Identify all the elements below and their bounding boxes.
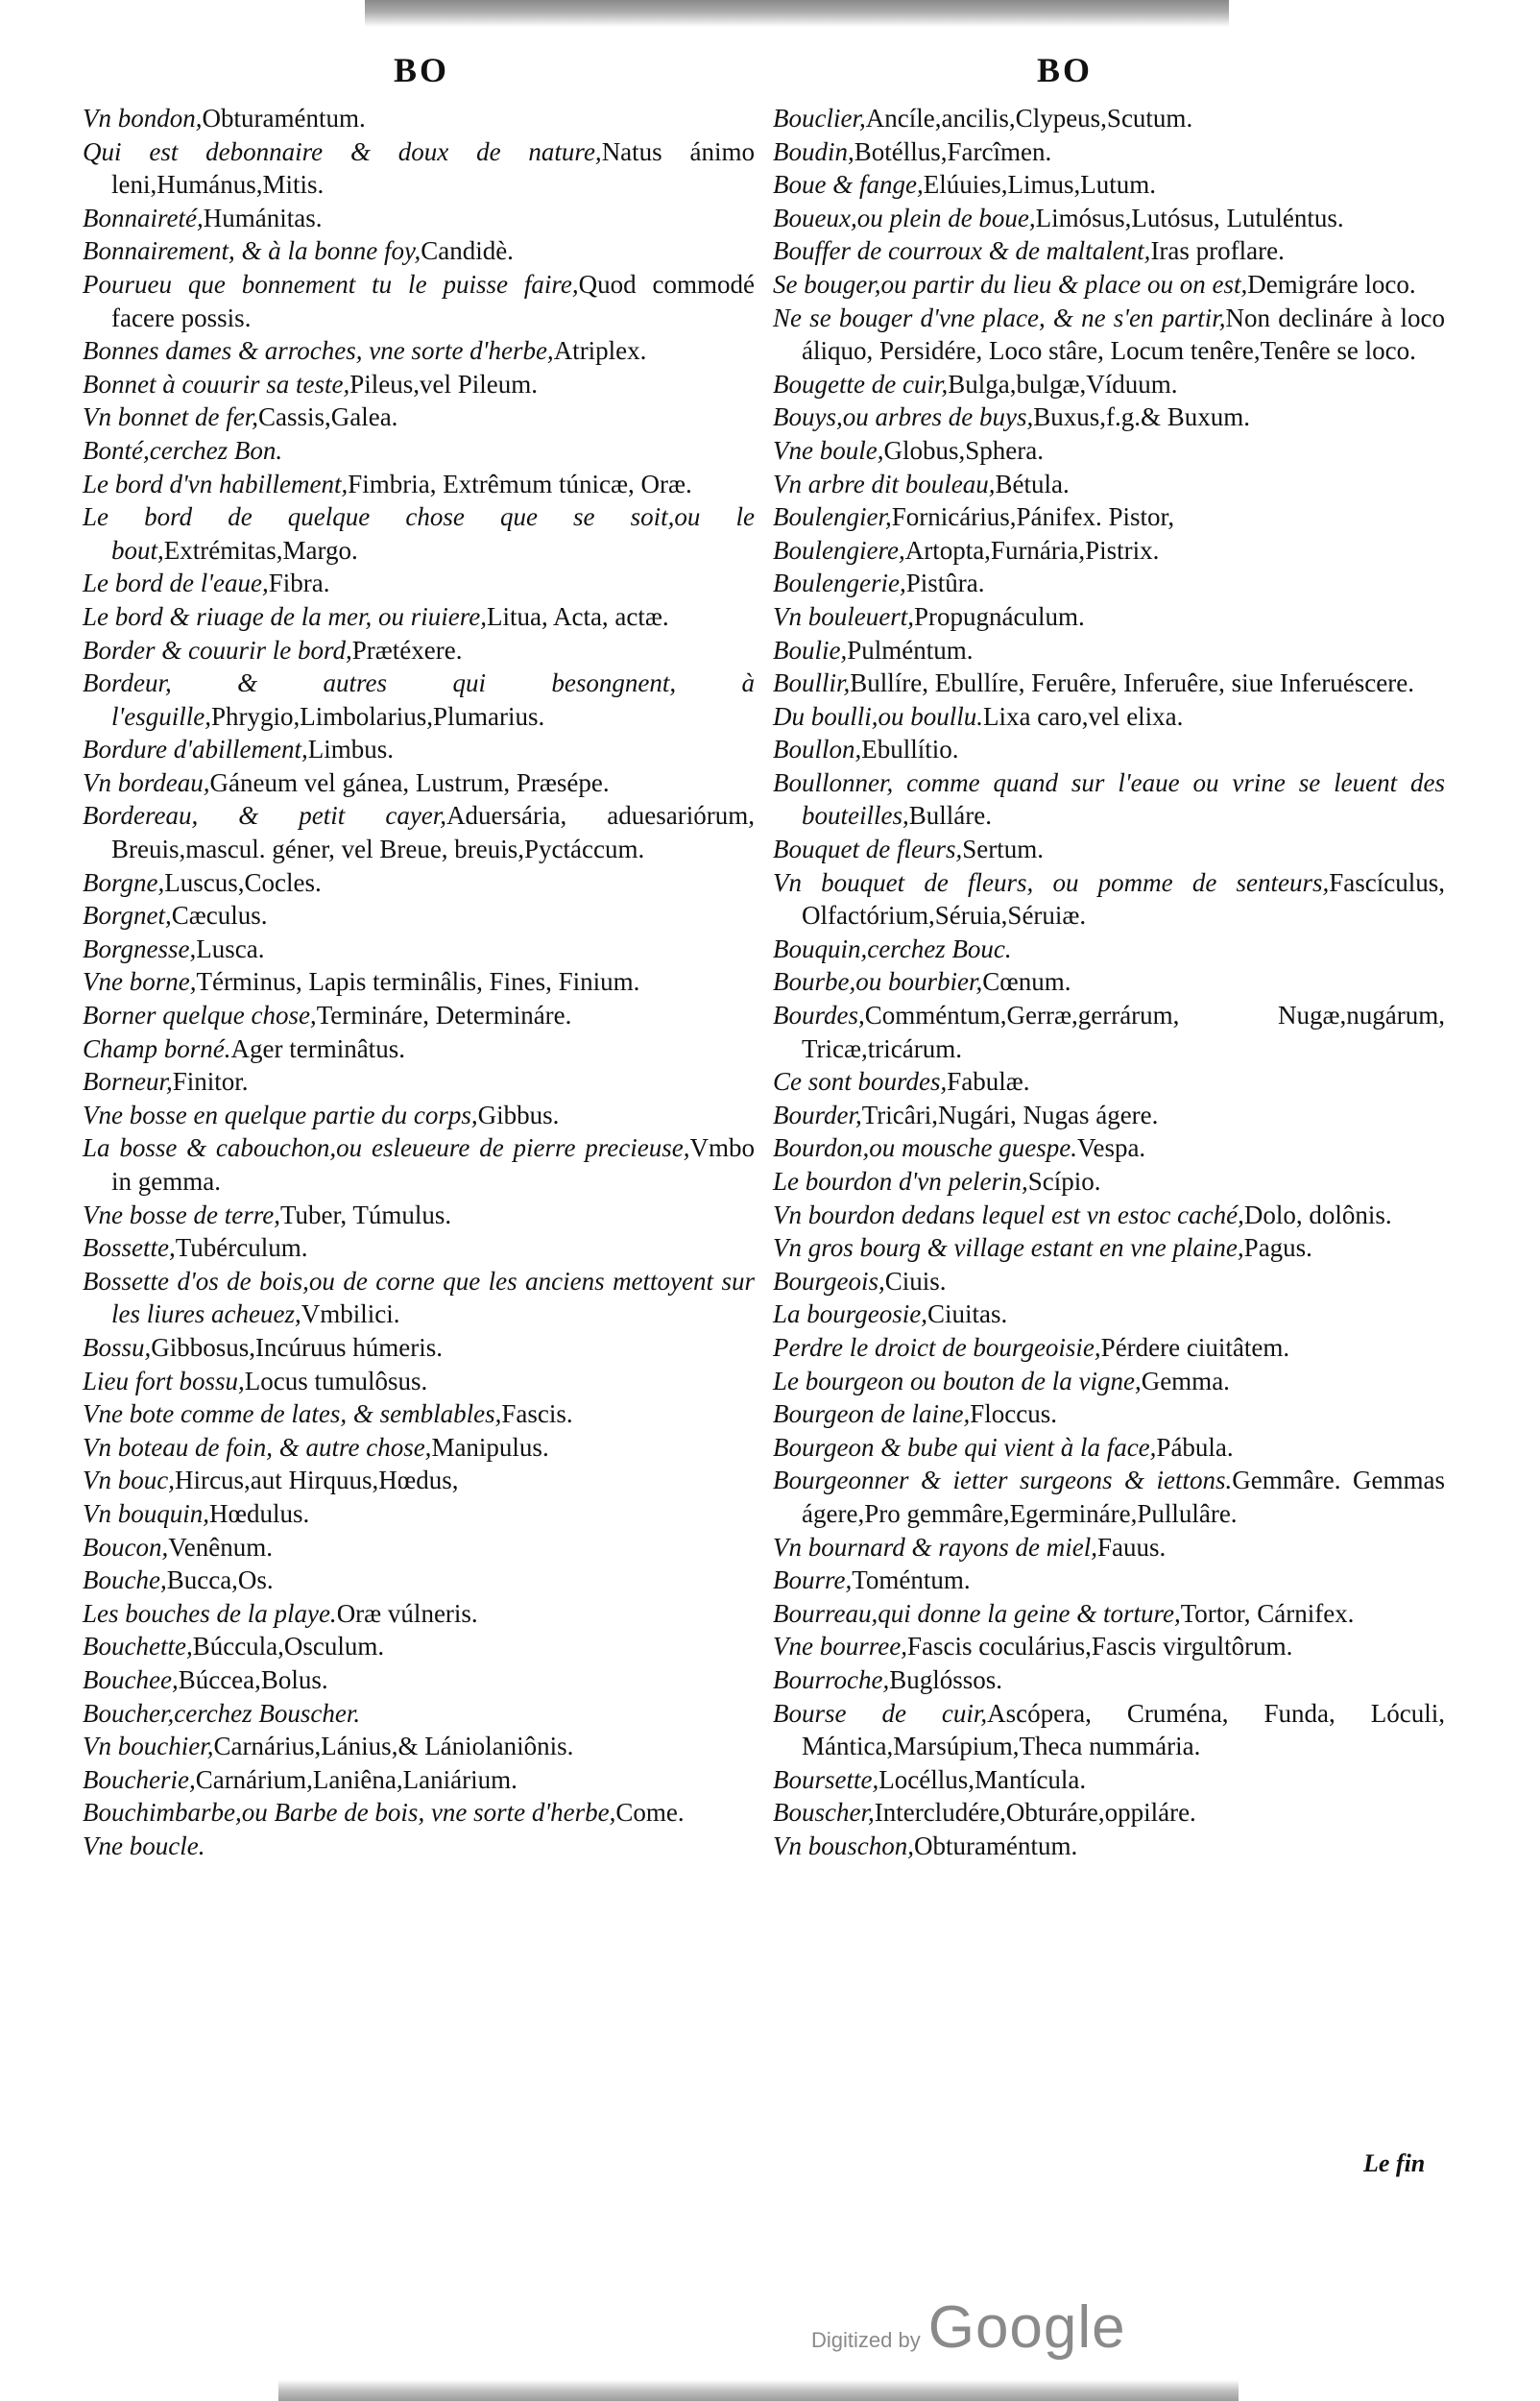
dictionary-entry <box>83 866 755 900</box>
dictionary-entry <box>773 1298 1445 1331</box>
entry-headword: Vn bouquin, <box>83 1498 209 1528</box>
dictionary-entry <box>83 1697 755 1731</box>
dictionary-entry <box>83 965 755 999</box>
entry-headword: Vne bourree, <box>773 1632 907 1661</box>
entry-translation: Quod commodé facere possis. <box>111 269 755 332</box>
entry-headword: Vn bouleuert, <box>773 601 914 631</box>
entry-headword: Bouffer de courroux & de maltalent, <box>773 236 1151 266</box>
entry-translation: Tricâri,Nugári, Nugas ágere. <box>861 1100 1159 1129</box>
dictionary-column-left <box>83 102 755 1862</box>
entry-translation: Candidè. <box>421 236 514 266</box>
entry-headword: Border & couurir le bord, <box>83 635 352 665</box>
entry-headword: Le bourgeon ou bouton de la vigne, <box>773 1366 1142 1395</box>
dictionary-entry <box>83 468 755 501</box>
entry-headword: Boullonner, comme quand sur l'eaue ou vrine se leuent des bouteilles, <box>773 767 1445 831</box>
entry-translation: Pistûra. <box>905 569 985 598</box>
dictionary-entry <box>83 1331 755 1365</box>
dictionary-entry <box>773 168 1445 202</box>
entry-translation: Gáneum vel gánea, Lustrum, Præsépe. <box>209 767 610 797</box>
entry-translation: Floccus. <box>970 1399 1057 1429</box>
entry-headword: Boulie, <box>773 635 848 665</box>
entry-translation: Iras proflare. <box>1150 236 1285 266</box>
dictionary-column-right <box>773 102 1445 1862</box>
entry-headword: Vne borne, <box>83 967 197 997</box>
dictionary-entry <box>773 302 1445 368</box>
entry-headword: Bourgeon de laine, <box>773 1399 971 1429</box>
entry-headword: Boulengerie, <box>773 569 906 598</box>
entry-translation: Vmbo in gemma. <box>111 1133 755 1196</box>
dictionary-entry <box>773 102 1445 135</box>
dictionary-entry <box>83 1630 755 1663</box>
entry-translation: Ascópera, Cruména, Funda, Lóculi, Mántica,Marsúpium,Theca nummária. <box>802 1698 1445 1761</box>
entry-headword: Vne boucle. <box>83 1831 205 1860</box>
dictionary-entry <box>83 1763 755 1797</box>
dictionary-entry <box>83 1397 755 1431</box>
entry-headword: Boulengier, <box>773 502 892 532</box>
entry-headword: Le bord de l'eaue, <box>83 569 269 598</box>
dictionary-entry <box>773 202 1445 235</box>
entry-translation: Pagus. <box>1243 1233 1312 1263</box>
dictionary-entry <box>83 1531 755 1564</box>
entry-headword: Bouclier, <box>773 104 866 133</box>
entry-headword: Bourdes, <box>773 1001 865 1031</box>
entry-translation: Toméntum. <box>852 1565 971 1595</box>
entry-headword: Pourueu que bonnement tu le puisse faire, <box>83 269 579 299</box>
dictionary-entry <box>83 766 755 800</box>
dictionary-entry <box>773 1265 1445 1298</box>
entry-headword: Ne se bouger d'vne place, & ne s'en partir, <box>773 303 1226 332</box>
entry-translation: Ancíle,ancilis,Clypeus,Scutum. <box>865 104 1193 133</box>
entry-translation: Locéllus,Mantícula. <box>878 1764 1087 1794</box>
entry-headword: Bordeur, & autres qui besongnent, à l'esguille, <box>83 668 755 731</box>
entry-headword: Vne bote comme de lates, & semblables, <box>83 1399 502 1429</box>
entry-translation: Gibbus. <box>477 1100 560 1129</box>
entry-headword: Bouys,ou arbres de buys, <box>773 402 1034 432</box>
entry-headword: La bourgeosie, <box>773 1299 927 1329</box>
entry-headword: Boudin, <box>773 136 854 166</box>
entry-headword: Le bord de quelque chose que se soit,ou le bout, <box>83 502 755 565</box>
entry-headword: Bouche, <box>83 1565 167 1595</box>
entry-headword: Bourgeonner & ietter surgeons & iettons. <box>773 1466 1233 1495</box>
entry-translation: Fibra. <box>268 569 330 598</box>
entry-translation: Limósus,Lutósus, Lutuléntus. <box>1035 203 1344 232</box>
entry-headword: Bougette de cuir, <box>773 369 949 399</box>
dictionary-entry <box>83 1597 755 1631</box>
entry-headword: Bouquin,cerchez Bouc. <box>773 934 1012 963</box>
entry-translation: Tuber, Túmulus. <box>279 1200 452 1229</box>
dictionary-entry <box>773 1796 1445 1830</box>
entry-translation: Demigráre loco. <box>1247 269 1416 299</box>
entry-headword: Boursette, <box>773 1764 879 1794</box>
digitized-watermark <box>811 2293 1126 2362</box>
entry-translation: Buglóssos. <box>889 1664 1003 1694</box>
entry-translation: Extrémitas,Margo. <box>163 535 358 565</box>
dictionary-entry <box>773 1531 1445 1564</box>
entry-translation: Aduersária, aduesariórum, Breuis,mascul. géner, vel Breue, breuis,Pyctáccum. <box>111 801 755 864</box>
dictionary-entry <box>773 634 1445 667</box>
entry-translation: Limbus. <box>307 735 394 764</box>
dictionary-entry <box>773 1663 1445 1697</box>
dictionary-entry <box>83 400 755 434</box>
entry-translation: Búccula,Osculum. <box>192 1632 385 1661</box>
entry-translation: Fauus. <box>1096 1532 1167 1562</box>
entry-headword: Vn bordeau, <box>83 767 210 797</box>
dictionary-entry <box>773 1763 1445 1797</box>
entry-headword: Le bourdon d'vn pelerin, <box>773 1167 1028 1196</box>
entry-headword: Bossette d'os de bois,ou de corne que les anciens mettoyent sur les liures acheuez, <box>83 1266 755 1329</box>
entry-headword: Champ borné. <box>83 1033 231 1063</box>
dictionary-entry <box>83 799 755 865</box>
dictionary-entry <box>83 1464 755 1497</box>
dictionary-entry <box>773 1231 1445 1265</box>
entry-headword: Bonnet à couurir sa teste, <box>83 369 350 399</box>
dictionary-entry <box>83 1065 755 1099</box>
entry-translation: Bullíre, Ebullíre, Feruêre, Inferuêre, siue Inferuéscere. <box>850 668 1414 698</box>
dictionary-entry <box>83 600 755 634</box>
entry-translation: Fascis. <box>501 1399 573 1429</box>
entry-headword: Le bord & riuage de la mer, ou riuiere, <box>83 601 487 631</box>
entry-headword: Bouchette, <box>83 1632 193 1661</box>
dictionary-entry <box>83 268 755 334</box>
dictionary-entry <box>773 1199 1445 1232</box>
entry-translation: Litua, Acta, actæ. <box>486 601 669 631</box>
entry-headword: Borgne, <box>83 867 165 897</box>
entry-translation: Cœnum. <box>982 967 1071 997</box>
entry-translation: Cassis,Galea. <box>257 402 398 432</box>
entry-translation: Scípio. <box>1027 1167 1101 1196</box>
dictionary-entry <box>83 1265 755 1331</box>
entry-translation: Bulga,bulgæ,Víduum. <box>948 369 1178 399</box>
dictionary-entry <box>83 933 755 966</box>
watermark-prefix: Digitized by <box>811 2328 921 2352</box>
entry-headword: Bourdon,ou mousche guespe. <box>773 1133 1077 1163</box>
entry-translation: Ager terminâtus. <box>230 1033 405 1063</box>
entry-headword: Boullir, <box>773 668 851 698</box>
dictionary-entry <box>773 1099 1445 1132</box>
entry-translation: Bulláre. <box>908 801 992 831</box>
dictionary-entry <box>83 733 755 766</box>
entry-translation: Prætéxere. <box>351 635 463 665</box>
entry-headword: Boueux,ou plein de boue, <box>773 203 1036 232</box>
entry-headword: Lieu fort bossu, <box>83 1366 245 1395</box>
dictionary-entry <box>83 234 755 268</box>
catchword: Le fin <box>1363 2149 1426 2177</box>
entry-translation: Vespa. <box>1076 1133 1146 1163</box>
entry-translation: Gemma. <box>1141 1366 1230 1395</box>
dictionary-entry <box>83 434 755 468</box>
dictionary-entry <box>83 1730 755 1763</box>
entry-translation: Fornicárius,Pánifex. Pistor, <box>891 502 1175 532</box>
entry-translation: Fimbria, Extrêmum túnicæ, Oræ. <box>348 469 692 498</box>
entry-headword: Bourre, <box>773 1565 853 1595</box>
dictionary-entry <box>83 368 755 401</box>
dictionary-entry <box>773 1464 1445 1530</box>
running-header-right: BO <box>1037 51 1094 89</box>
entry-translation: Non declináre à loco áliquo, Persidére, Loco stâre, Locum tenêre,Tenêre se loco. <box>802 303 1445 366</box>
entry-headword: Bonnairement, & à la bonne foy, <box>83 236 421 266</box>
entry-headword: Bossu, <box>83 1332 152 1362</box>
entry-headword: Bourreau,qui donne la geine & torture, <box>773 1598 1181 1628</box>
dictionary-entry <box>773 368 1445 401</box>
dictionary-entry <box>773 999 1445 1065</box>
dictionary-entry <box>83 667 755 733</box>
dictionary-entry <box>773 567 1445 600</box>
dictionary-entry <box>83 1564 755 1597</box>
dictionary-entry <box>773 468 1445 501</box>
dictionary-entry <box>773 1065 1445 1099</box>
entry-headword: Vn boteau de foin, & autre chose, <box>83 1432 432 1462</box>
entry-translation: Lixa caro,vel elixa. <box>983 701 1184 731</box>
entry-translation: Botéllus,Farcîmen. <box>854 136 1052 166</box>
entry-headword: Bordereau, & petit cayer, <box>83 801 447 831</box>
dictionary-entry <box>773 500 1445 534</box>
entry-translation: Fabulæ. <box>947 1067 1030 1097</box>
page-top-edge-shadow <box>365 0 1229 27</box>
dictionary-entry <box>773 1165 1445 1199</box>
entry-headword: Boue & fange, <box>773 170 924 200</box>
entry-translation: Artopta,Furnária,Pistrix. <box>904 535 1160 565</box>
dictionary-entry <box>773 400 1445 434</box>
running-header-left: BO <box>394 51 450 89</box>
entry-translation: Buxus,f.g.& Buxum. <box>1033 402 1250 432</box>
dictionary-entry <box>83 1497 755 1531</box>
dictionary-entry <box>773 1630 1445 1663</box>
dictionary-entry <box>83 1830 755 1863</box>
entry-headword: Bourroche, <box>773 1664 890 1694</box>
entry-translation: Bucca,Os. <box>166 1565 274 1595</box>
entry-headword: Vn bonnet de fer, <box>83 402 258 432</box>
dictionary-entry <box>83 1032 755 1066</box>
entry-translation: Obturaméntum. <box>202 104 366 133</box>
entry-translation: Ciuis. <box>884 1266 947 1296</box>
google-logo: Google <box>927 2294 1126 2361</box>
entry-headword: Boucon, <box>83 1532 169 1562</box>
entry-headword: Bouscher, <box>773 1798 875 1828</box>
dictionary-entry <box>773 1597 1445 1631</box>
entry-translation: Pileus,vel Pileum. <box>349 369 538 399</box>
entry-headword: Le bord d'vn habillement, <box>83 469 349 498</box>
entry-headword: Vne bosse en quelque partie du corps, <box>83 1100 478 1129</box>
entry-translation: Elúuies,Limus,Lutum. <box>923 170 1156 200</box>
entry-translation: Tubérculum. <box>175 1233 308 1263</box>
entry-translation: Hircus,aut Hirquus,Hœdus, <box>174 1466 459 1495</box>
dictionary-entry <box>773 1131 1445 1165</box>
entry-headword: Borgnet, <box>83 901 172 931</box>
entry-translation: Humánitas. <box>203 203 323 232</box>
entry-translation: Vmbilici. <box>301 1299 400 1329</box>
dictionary-entry <box>83 634 755 667</box>
dictionary-entry <box>773 933 1445 966</box>
entry-translation: Termináre, Determináre. <box>316 1001 572 1031</box>
entry-translation: Tortor, Cárnifex. <box>1180 1598 1355 1628</box>
entry-translation: Ebullítio. <box>861 735 959 764</box>
entry-translation: Obturaméntum. <box>913 1831 1078 1860</box>
dictionary-entry <box>83 899 755 933</box>
entry-translation: Natus ánimo leni,Humánus,Mitis. <box>111 136 755 200</box>
entry-translation: Búccea,Bolus. <box>178 1664 328 1694</box>
dictionary-entry <box>773 1830 1445 1863</box>
dictionary-entry <box>773 667 1445 700</box>
entry-headword: Vn gros bourg & village estant en vne plaine, <box>773 1233 1244 1263</box>
dictionary-entry <box>773 866 1445 933</box>
entry-translation: Fascículus, Olfactórium,Séruia,Séruiæ. <box>802 867 1445 931</box>
dictionary-entry <box>83 135 755 202</box>
entry-translation: Propugnáculum. <box>913 601 1085 631</box>
entry-headword: Du boulli,ou boullu. <box>773 701 984 731</box>
dictionary-entry <box>773 234 1445 268</box>
entry-headword: Borneur, <box>83 1067 173 1097</box>
entry-headword: Boucher,cerchez Bouscher. <box>83 1698 361 1728</box>
dictionary-entry <box>83 1199 755 1232</box>
dictionary-entry <box>83 500 755 567</box>
entry-translation: Dolo, dolônis. <box>1243 1200 1392 1229</box>
entry-headword: Vn bouc, <box>83 1466 175 1495</box>
dictionary-entry <box>773 534 1445 568</box>
entry-headword: Bourse de cuir, <box>773 1698 988 1728</box>
entry-headword: Vn arbre dit bouleau, <box>773 469 996 498</box>
entry-headword: Vn bourdon dedans lequel est vn estoc caché, <box>773 1200 1244 1229</box>
entry-headword: Bordure d'abillement, <box>83 735 308 764</box>
entry-translation: Términus, Lapis terminâlis, Fines, Finium. <box>196 967 640 997</box>
entry-translation: Luscus,Cocles. <box>164 867 322 897</box>
dictionary-entry <box>773 600 1445 634</box>
entry-headword: Boulengiere, <box>773 535 905 565</box>
entry-translation: Gibbosus,Incúruus húmeris. <box>151 1332 443 1362</box>
dictionary-entry <box>773 1431 1445 1465</box>
page-bottom-edge-shadow <box>278 2380 1239 2401</box>
entry-headword: Vne boule, <box>773 435 884 465</box>
entry-headword: Bouchimbarbe,ou Barbe de bois, vne sorte d'herbe, <box>83 1798 616 1828</box>
entry-translation: Atriplex. <box>553 336 647 366</box>
entry-headword: Bonnaireté, <box>83 203 204 232</box>
entry-translation: Carnárium,Laniêna,Laniárium. <box>195 1764 517 1794</box>
entry-headword: Boucherie, <box>83 1764 196 1794</box>
dictionary-entry <box>773 700 1445 734</box>
dictionary-entry <box>83 567 755 600</box>
entry-headword: Vn bournard & rayons de miel, <box>773 1532 1097 1562</box>
dictionary-entry <box>83 1663 755 1697</box>
dictionary-entry <box>83 1099 755 1132</box>
entry-translation: Venênum. <box>168 1532 273 1562</box>
dictionary-entry <box>773 268 1445 302</box>
entry-translation: Globus,Sphera. <box>883 435 1044 465</box>
dictionary-entry <box>773 1564 1445 1597</box>
entry-translation: Comméntum,Gerræ,gerrárum, Nugæ,nugárum, Tricæ,tricárum. <box>802 1001 1445 1063</box>
entry-headword: Borner quelque chose, <box>83 1001 317 1031</box>
entry-headword: Bourgeon & bube qui vient à la face, <box>773 1432 1157 1462</box>
dictionary-entry <box>83 1131 755 1198</box>
entry-headword: Ce sont bourdes, <box>773 1067 948 1097</box>
dictionary-entry <box>83 102 755 135</box>
entry-translation: Finitor. <box>172 1067 249 1097</box>
entry-headword: Bouchee, <box>83 1664 179 1694</box>
dictionary-entry <box>83 202 755 235</box>
entry-translation: Pábula. <box>1156 1432 1234 1462</box>
entry-translation: Intercludére,Obturáre,oppiláre. <box>874 1798 1196 1828</box>
entry-headword: Les bouches de la playe. <box>83 1598 337 1628</box>
entry-headword: Bonté,cerchez Bon. <box>83 435 283 465</box>
entry-translation: Manipulus. <box>431 1432 549 1462</box>
entry-headword: Borgnesse, <box>83 934 197 963</box>
dictionary-entry <box>773 434 1445 468</box>
dictionary-entry <box>773 1397 1445 1431</box>
entry-translation: Fascis coculárius,Fascis virgultôrum. <box>906 1632 1293 1661</box>
entry-headword: Bourder, <box>773 1100 862 1129</box>
entry-headword: Bourgeois, <box>773 1266 885 1296</box>
entry-translation: Oræ vúlneris. <box>336 1598 478 1628</box>
dictionary-entry <box>773 766 1445 833</box>
dictionary-entry <box>773 135 1445 169</box>
entry-headword: Boullon, <box>773 735 862 764</box>
entry-translation: Sertum. <box>962 835 1044 864</box>
dictionary-entry <box>773 1697 1445 1763</box>
dictionary-entry <box>773 833 1445 866</box>
dictionary-entry <box>83 1796 755 1830</box>
entry-headword: Perdre le droict de bourgeoisie, <box>773 1332 1101 1362</box>
entry-translation: Carnárius,Lánius,& Lániolaniônis. <box>213 1732 574 1761</box>
entry-headword: Bonnes dames & arroches, vne sorte d'herbe, <box>83 336 554 366</box>
entry-headword: Vn bouquet de fleurs, ou pomme de senteurs, <box>773 867 1330 897</box>
dictionary-entry <box>773 733 1445 766</box>
dictionary-entry <box>83 334 755 368</box>
entry-headword: Bourbe,ou bourbier, <box>773 967 983 997</box>
dictionary-entry <box>773 965 1445 999</box>
entry-headword: Vn bouschon, <box>773 1831 914 1860</box>
entry-headword: Vne bosse de terre, <box>83 1200 280 1229</box>
entry-translation: Pérdere ciuitâtem. <box>1100 1332 1290 1362</box>
dictionary-entry <box>83 999 755 1032</box>
entry-headword: Se bouger,ou partir du lieu & place ou on est, <box>773 269 1248 299</box>
entry-translation: Pulméntum. <box>847 635 974 665</box>
entry-translation: Locus tumulôsus. <box>244 1366 428 1395</box>
dictionary-entry <box>83 1365 755 1398</box>
entry-translation: Bétula. <box>995 469 1070 498</box>
dictionary-entry <box>83 1231 755 1265</box>
dictionary-entry <box>83 1431 755 1465</box>
entry-translation: Hœdulus. <box>209 1498 310 1528</box>
entry-translation: Gemmâre. Gemmas ágere,Pro gemmâre,Egermináre,Pullulâre. <box>802 1466 1445 1528</box>
entry-headword: Vn bouchier, <box>83 1732 214 1761</box>
entry-translation: Phrygio,Limbolarius,Plumarius. <box>211 701 545 731</box>
entry-translation: Come. <box>615 1798 685 1828</box>
entry-translation: Lusca. <box>196 934 265 963</box>
dictionary-entry <box>773 1331 1445 1365</box>
entry-translation: Cæculus. <box>171 901 268 931</box>
dictionary-entry <box>773 1365 1445 1398</box>
entry-headword: Bossette, <box>83 1233 176 1263</box>
entry-headword: La bosse & cabouchon,ou esleueure de pierre precieuse, <box>83 1133 690 1163</box>
entry-headword: Vn bondon, <box>83 104 203 133</box>
entry-headword: Bouquet de fleurs, <box>773 835 963 864</box>
entry-headword: Qui est debonnaire & doux de nature, <box>83 136 602 166</box>
entry-translation: Ciuitas. <box>927 1299 1008 1329</box>
